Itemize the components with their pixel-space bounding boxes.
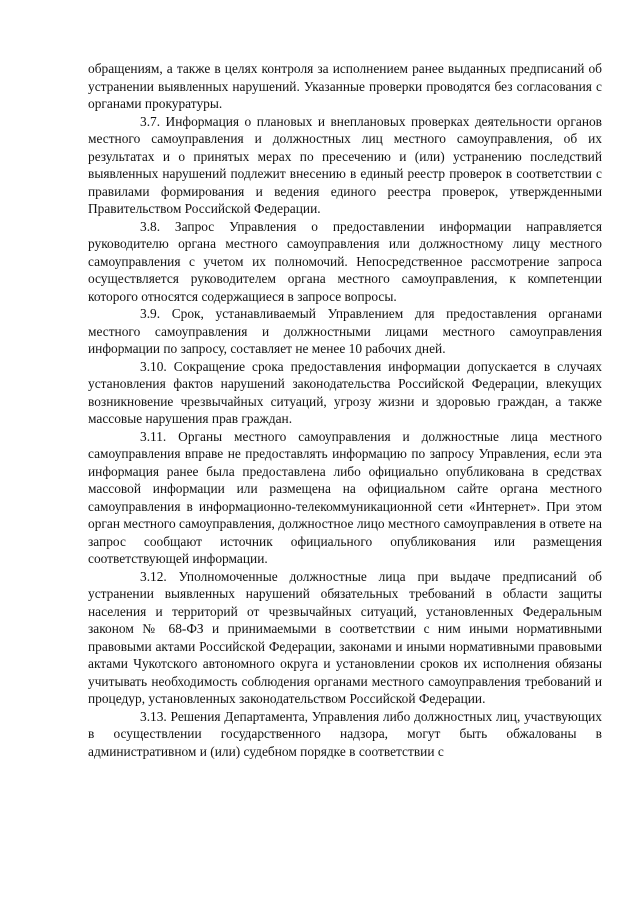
paragraph-3-10: 3.10. Сокращение срока предоставления информации допускается в случаях установления фактов нарушений законодательства Российской Федерации, влекущих возникновение чрезвычайных ситуаций, угрозу жизни и здоровью граждан, а также массовые нарушения прав граждан.: [88, 358, 602, 426]
paragraph-3-13: 3.13. Решения Департамента, Управления либо должностных лиц, участвующих в осуществлении государственного надзора, могут быть обжалованы в административном и (или) судебном порядке в соответствии с: [88, 708, 602, 759]
paragraph-3-7: 3.7. Информация о плановых и внеплановых проверках деятельности органов местного самоуправления и должностных лиц местного самоуправления, об их результатах и о принятых мерах по пресечению и (или) устранению последствий выявленных нарушений подлежит внесению в единый реестр проверок в соответствии с правилами формирования и ведения единого реестра проверок, утвержденными Правительством Российской Федерации.: [88, 113, 602, 216]
paragraph-3-8: 3.8. Запрос Управления о предоставлении информации направляется руководителю органа местного самоуправления или должностному лицу местного самоуправления с учетом их полномочий. Непосредственное рассмотрение запроса осуществляется руководителем органа местного самоуправления, к компетенции которого относятся содержащиеся в запросе вопросы.: [88, 218, 602, 304]
paragraph-continuation: обращениям, а также в целях контроля за исполнением ранее выданных предписаний об устранении выявленных нарушений. Указанные проверки проводятся без согласования с органами прокуратуры.: [88, 61, 602, 111]
paragraph-3-9: 3.9. Срок, устанавливаемый Управлением для предоставления органами местного самоуправления и должностными лицами местного самоуправления информации по запросу, составляет не менее 10 рабочих дней.: [88, 306, 602, 356]
paragraph-3-12: 3.12. Уполномоченные должностные лица при выдаче предписаний об устранении выявленных нарушений обязательных требований в области защиты населения и территорий от чрезвычайных ситуаций, установленных Федеральным законом № 68-ФЗ и принимаемыми в соответствии с ним иными нормативными правовыми актами Российской Федерации, законами и иными нормативными правовыми актами Чукотского автономного округа и установлении сроков их исполнения обязаны учитывать необходимость соблюдения органами местного самоуправления требований и процедур, установленных законодательством Российской Федерации.: [88, 568, 602, 706]
document-body: [88, 60, 602, 760]
paragraph-3-11: 3.11. Органы местного самоуправления и должностные лица местного самоуправления вправе не предоставлять информацию по запросу Управления, если эта информация ранее была предоставлена либо официально опубликована в средствах массовой информации или размещена на официальном сайте органа местного самоуправления в информационно-телекоммуникационной сети «Интернет». При этом орган местного самоуправления, должностное лицо местного самоуправления в ответе на запрос сообщают источник официального опубликования или размещения соответствующей информации.: [88, 428, 602, 566]
